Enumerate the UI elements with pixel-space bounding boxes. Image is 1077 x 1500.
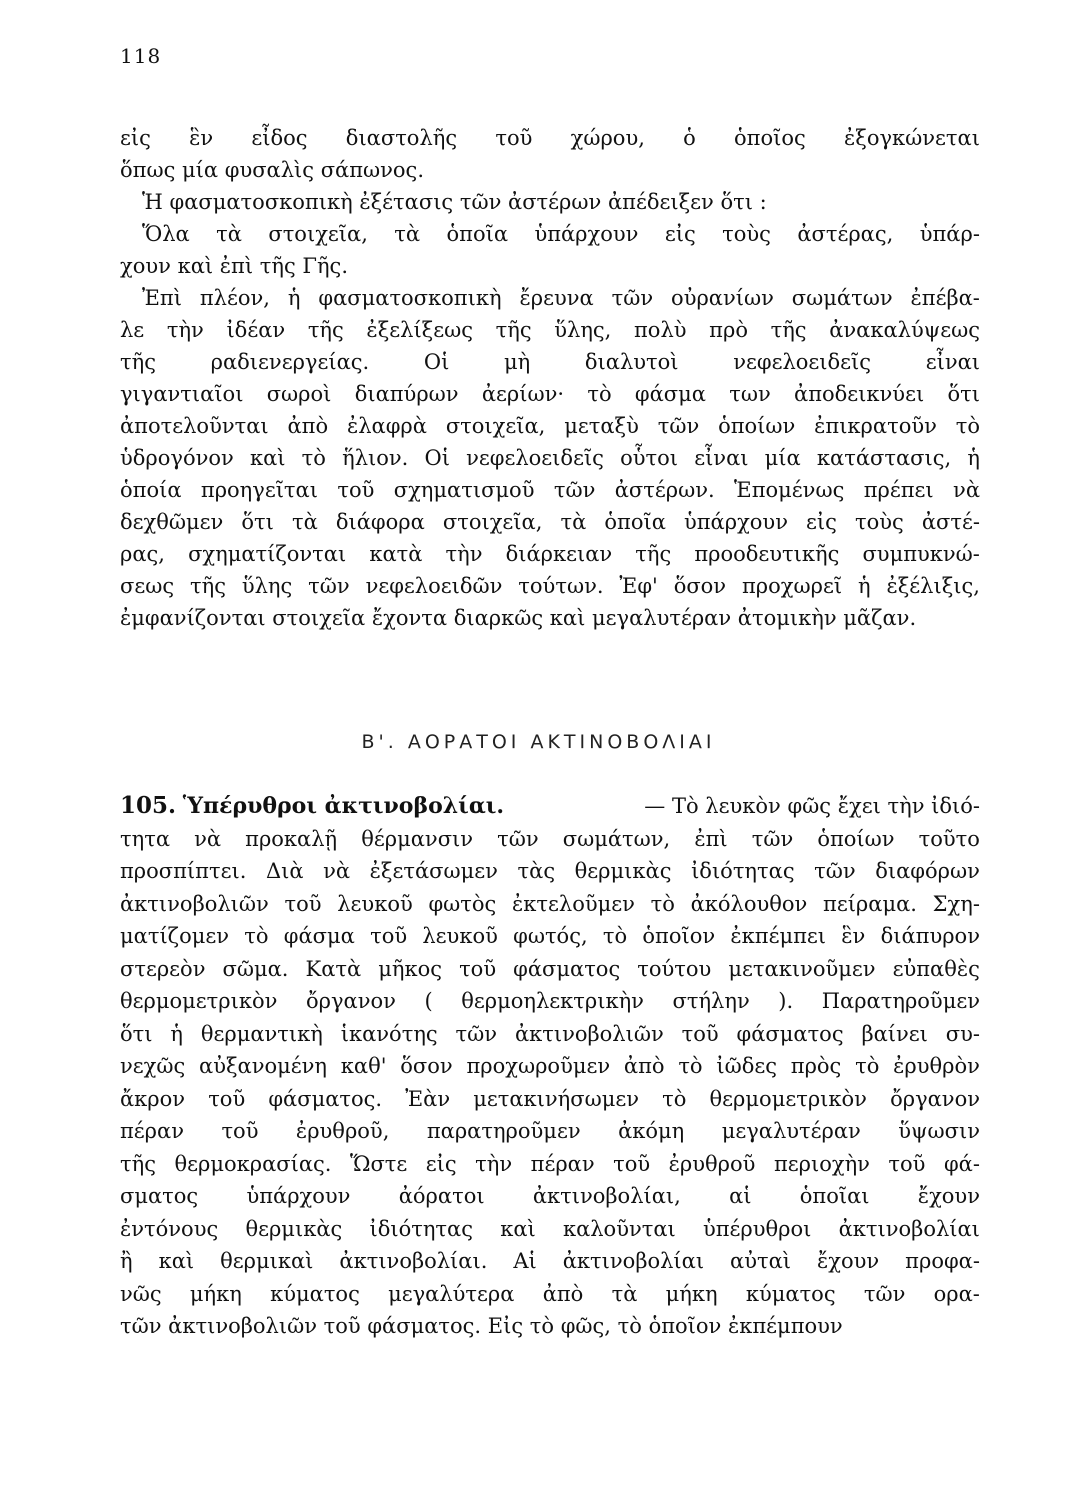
page-number: 118: [120, 44, 162, 68]
text-line: Ἐπὶ πλέον, ἡ φασματοσκοπικὴ ἔρευνα τῶν οὐρανίων σωμάτων ἐπέβα-: [142, 286, 980, 310]
text-line: ὑδρογόνον καὶ τὸ ἥλιον. Οἱ νεφελοειδεῖς οὗτοι εἶναι μία κατάστασις, ἡ: [120, 446, 980, 470]
text-line: Ὅλα τὰ στοιχεῖα, τὰ ὁποῖα ὑπάρχουν εἰς τοὺς ἀστέρας, ὑπάρ-: [142, 222, 980, 246]
text-line: γιγαντιαῖοι σωροὶ διαπύρων ἀερίων· τὸ φάσμα των ἀποδεικνύει ὅτι: [120, 382, 980, 406]
text-line: ἢ καὶ θερμικαὶ ἀκτινοβολίαι. Αἱ ἀκτινοβολίαι αὐταὶ ἔχουν προφα-: [120, 1249, 980, 1273]
text-line: θερμομετρικὸν ὄργανον ( θερμοηλεκτρικὴν στήλην ). Παρατηροῦμεν: [120, 989, 980, 1013]
text-line: σεως τῆς ὕλης τῶν νεφελοειδῶν τούτων. Ἐφ' ὅσον προχωρεῖ ἡ ἐξέλιξις,: [120, 574, 980, 598]
text-line: ὁποία προηγεῖται τοῦ σχηματισμοῦ τῶν ἀστέρων. Ἑπομένως πρέπει νὰ: [120, 478, 980, 502]
text-line: τῶν ἀκτινοβολιῶν τοῦ φάσματος. Εἰς τὸ φῶς, τὸ ὁποῖον ἐκπέμπουν: [120, 1314, 843, 1338]
text-line: προσπίπτει. Διὰ νὰ ἐξετάσωμεν τὰς θερμικὰς ἰδιότητας τῶν διαφόρων: [120, 859, 980, 883]
text-line: νῶς μήκη κύματος μεγαλύτερα ἀπὸ τὰ μήκη κύματος τῶν ορα-: [120, 1281, 980, 1306]
text-line: τῆς ραδιενεργείας. Οἱ μὴ διαλυτοὶ νεφελοειδεῖς εἶναι: [120, 350, 980, 374]
text-line: ἀποτελοῦνται ἀπὸ ἐλαφρὰ στοιχεῖα, μεταξὺ τῶν ὁποίων ἐπικρατοῦν τὸ: [120, 414, 980, 438]
section-105-first-line: [120, 790, 980, 823]
intro-paragraphs: [120, 122, 980, 634]
text-line: ρας, σχηματίζονται κατὰ τὴν διάρκειαν τῆς προοδευτικῆς συμπυκνώ-: [120, 542, 980, 566]
text-line: τῆς θερμοκρασίας. Ὥστε εἰς τὴν πέραν τοῦ ἐρυθροῦ περιοχὴν τοῦ φά-: [120, 1151, 980, 1176]
text-line: ἀκτινοβολιῶν τοῦ λευκοῦ φωτὸς ἐκτελοῦμεν τὸ ἀκόλουθον πείραμα. Σχη-: [120, 891, 980, 916]
text-line: ἄκρον τοῦ φάσματος. Ἐὰν μετακινήσωμεν τὸ θερμομετρικὸν ὄργανον: [120, 1086, 980, 1111]
text-line: λε τὴν ἰδέαν τῆς ἐξελίξεως τῆς ὕλης, πολὺ πρὸ τῆς ἀνακαλύψεως: [120, 318, 980, 342]
section-105: [120, 790, 980, 1343]
text-line: ὅτι ἡ θερμαντικὴ ἱκανότης τῶν ἀκτινοβολιῶν τοῦ φάσματος βαίνει συ-: [120, 1021, 980, 1046]
text-line: ἐντόνους θερμικὰς ἰδιότητας καὶ καλοῦνται ὑπέρυθροι ἀκτινοβολίαι: [120, 1216, 980, 1241]
text-line: δεχθῶμεν ὅτι τὰ διάφορα στοιχεῖα, τὰ ὁποῖα ὑπάρχουν εἰς τοὺς ἀστέ-: [120, 510, 980, 534]
text-line: ματίζομεν τὸ φάσμα τοῦ λευκοῦ φωτός, τὸ ὁποῖον ἐκπέμπει ἓν διάπυρον: [120, 924, 980, 948]
text-line: νεχῶς αὐξανομένη καθ' ὅσον προχωροῦμεν ἀπὸ τὸ ἰῶδες πρὸς τὸ ἐρυθρὸν: [120, 1054, 980, 1078]
text-line: Ἡ φασματοσκοπικὴ ἐξέτασις τῶν ἀστέρων ἀπέδειξεν ὅτι :: [142, 190, 767, 214]
section-number: 105.: [120, 792, 177, 819]
text-line: τητα νὰ προκαλῇ θέρμανσιν τῶν σωμάτων, ἐπὶ τῶν ὁποίων τοῦτο: [120, 826, 980, 851]
text-line: πέραν τοῦ ἐρυθροῦ, παρατηροῦμεν ἀκόμη μεγαλυτέραν ὕψωσιν: [120, 1119, 980, 1143]
section-105-lines: [120, 823, 980, 1343]
text-line: εἰς ἓν εἶδος διαστολῆς τοῦ χώρου, ὁ ὁποῖος ἐξογκώνεται: [120, 126, 980, 150]
text-line: στερεὸν σῶμα. Κατὰ μῆκος τοῦ φάσματος τούτου μετακινοῦμεν εὐπαθὲς: [120, 956, 980, 981]
section-heading: Β'. ΑΟΡΑΤΟΙ ΑΚΤΙΝΟΒΟΛΙΑΙ: [361, 731, 716, 753]
section-title: Ὑπέρυθροι ἀκτινοβολίαι.: [182, 793, 505, 819]
text-line: ἐμφανίζονται στοιχεῖα ἔχοντα διαρκῶς καὶ μεγαλυτέραν ἀτομικὴν μᾶζαν.: [120, 606, 917, 630]
section-first-line-text: — Τὸ λευκὸν φῶς ἔχει τὴν ἰδιό-: [644, 794, 980, 818]
text-line: χουν καὶ ἐπὶ τῆς Γῆς.: [120, 254, 348, 278]
text-line: σματος ὑπάρχουν ἀόρατοι ἀκτινοβολίαι, αἱ ὁποῖαι ἔχουν: [120, 1184, 980, 1208]
text-line: ὅπως μία φυσαλὶς σάπωνος.: [120, 158, 424, 182]
